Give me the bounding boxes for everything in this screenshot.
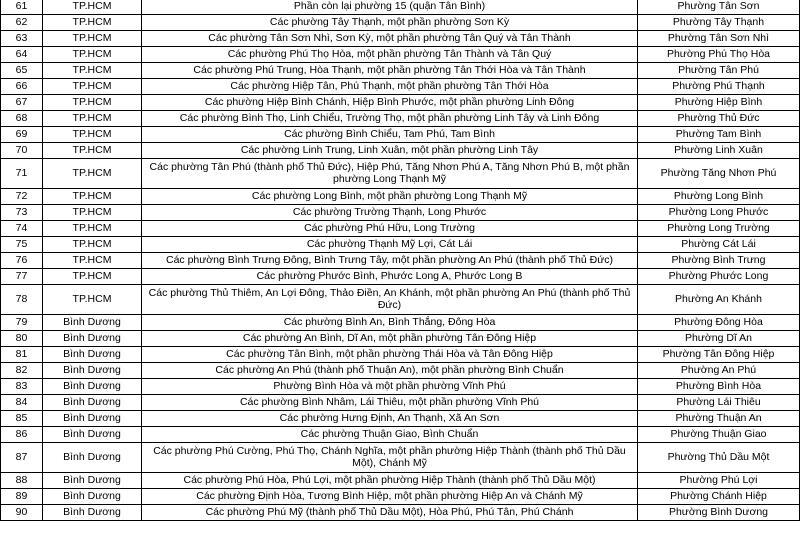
row-number: 78 [1,285,43,315]
table-row [1,237,800,253]
merge-description-cell: Các phường An Bình, Dĩ An, một phần phường Tân Đông Hiệp [142,331,638,347]
province-cell: Bình Dương [43,489,142,505]
row-number: 81 [1,347,43,363]
new-ward-cell: Phường An Phú [638,363,800,379]
new-ward-cell: Phường Bình Trưng [638,253,800,269]
new-ward-cell: Phường Bình Hòa [638,379,800,395]
merge-description-cell: Các phường Bình Thọ, Linh Chiểu, Trường Thọ, một phần phường Linh Tây và Linh Đông [142,111,638,127]
merge-description-cell: Các phường Thạnh Mỹ Lợi, Cát Lái [142,237,638,253]
merge-description-cell: Các phường Thuận Giao, Bình Chuẩn [142,427,638,443]
table-row [1,443,800,473]
merge-description-cell: Các phường Linh Trung, Linh Xuân, một phần phường Linh Tây [142,143,638,159]
table-row [1,95,800,111]
merge-description-cell: Các phường Phú Hòa, Phú Lợi, một phần phường Hiệp Thành (thành phố Thủ Dầu Một) [142,473,638,489]
row-number: 88 [1,473,43,489]
merge-description-cell: Các phường Phú Hữu, Long Trường [142,221,638,237]
province-cell: TP.HCM [43,111,142,127]
table-row [1,111,800,127]
merge-description-cell: Các phường Tân Phú (thành phố Thủ Đức), Hiệp Phú, Tăng Nhơn Phú A, Tăng Nhơn Phú B, một phần phường Long Thạnh Mỹ [142,159,638,189]
new-ward-cell: Phường Cát Lái [638,237,800,253]
merge-description-cell: Các phường Bình Trưng Đông, Bình Trưng Tây, một phần phường An Phú (thành phố Thủ Đức) [142,253,638,269]
province-cell: Bình Dương [43,379,142,395]
new-ward-cell: Phường Phú Thạnh [638,79,800,95]
new-ward-cell: Phường Long Bình [638,189,800,205]
merge-description-cell: Các phường Hiệp Bình Chánh, Hiệp Bình Phước, một phần phường Linh Đông [142,95,638,111]
province-cell: Bình Dương [43,505,142,521]
new-ward-cell: Phường Long Trường [638,221,800,237]
merge-description-cell: Các phường Trường Thạnh, Long Phước [142,205,638,221]
province-cell: TP.HCM [43,205,142,221]
table-row [1,159,800,189]
new-ward-cell: Phường Thủ Đức [638,111,800,127]
row-number: 66 [1,79,43,95]
province-cell: TP.HCM [43,79,142,95]
new-ward-cell: Phường Tân Đông Hiệp [638,347,800,363]
table-row [1,473,800,489]
row-number: 74 [1,221,43,237]
table-row [1,411,800,427]
table-row [1,347,800,363]
merge-description-cell: Các phường Long Bình, một phần phường Long Thạnh Mỹ [142,189,638,205]
ward-merger-table-body [1,0,800,521]
merge-description-cell: Các phường Phú Mỹ (thành phố Thủ Dầu Một), Hòa Phú, Phú Tân, Phú Chánh [142,505,638,521]
merge-description-cell: Các phường Thủ Thiêm, An Lợi Đông, Thảo Điền, An Khánh, một phần phường An Phú (thành phố Thủ Đức) [142,285,638,315]
province-cell: Bình Dương [43,443,142,473]
table-row [1,47,800,63]
province-cell: Bình Dương [43,363,142,379]
province-cell: TP.HCM [43,253,142,269]
province-cell: Bình Dương [43,347,142,363]
row-number: 70 [1,143,43,159]
province-cell: Bình Dương [43,427,142,443]
new-ward-cell: Phường Phú Lợi [638,473,800,489]
table-row [1,395,800,411]
table-row [1,315,800,331]
row-number: 64 [1,47,43,63]
merge-description-cell: Các phường Phú Thọ Hòa, một phần phường Tân Thành và Tân Quý [142,47,638,63]
province-cell: TP.HCM [43,0,142,15]
new-ward-cell: Phường Đông Hòa [638,315,800,331]
province-cell: TP.HCM [43,143,142,159]
new-ward-cell: Phường Dĩ An [638,331,800,347]
province-cell: TP.HCM [43,189,142,205]
row-number: 85 [1,411,43,427]
merge-description-cell: Các phường Tây Thạnh, một phần phường Sơn Kỳ [142,15,638,31]
row-number: 82 [1,363,43,379]
merge-description-cell: Phường Bình Hòa và một phần phường Vĩnh Phú [142,379,638,395]
row-number: 80 [1,331,43,347]
merge-description-cell: Các phường Tân Sơn Nhì, Sơn Kỳ, một phần phường Tân Quý và Tân Thành [142,31,638,47]
new-ward-cell: Phường Tân Sơn [638,0,800,15]
row-number: 62 [1,15,43,31]
new-ward-cell: Phường An Khánh [638,285,800,315]
row-number: 75 [1,237,43,253]
row-number: 79 [1,315,43,331]
merge-description-cell: Các phường Bình Chiểu, Tam Phú, Tam Bình [142,127,638,143]
new-ward-cell: Phường Tăng Nhơn Phú [638,159,800,189]
new-ward-cell: Phường Tam Bình [638,127,800,143]
row-number: 69 [1,127,43,143]
row-number: 73 [1,205,43,221]
new-ward-cell: Phường Lái Thiêu [638,395,800,411]
row-number: 77 [1,269,43,285]
province-cell: Bình Dương [43,315,142,331]
new-ward-cell: Phường Phú Thọ Hòa [638,47,800,63]
row-number: 86 [1,427,43,443]
province-cell: Bình Dương [43,395,142,411]
province-cell: TP.HCM [43,31,142,47]
table-row [1,127,800,143]
new-ward-cell: Phường Long Phước [638,205,800,221]
new-ward-cell: Phường Hiệp Bình [638,95,800,111]
row-number: 76 [1,253,43,269]
merge-description-cell: Các phường Phước Bình, Phước Long A, Phước Long B [142,269,638,285]
new-ward-cell: Phường Thuận An [638,411,800,427]
table-row [1,269,800,285]
merge-description-cell: Các phường Phú Cường, Phú Thọ, Chánh Nghĩa, một phần phường Hiệp Thành (thành phố Thủ Dầu Một), Chánh Mỹ [142,443,638,473]
table-row [1,15,800,31]
row-number: 72 [1,189,43,205]
table-row [1,379,800,395]
table-row [1,253,800,269]
merge-description-cell: Phần còn lại phường 15 (quận Tân Bình) [142,0,638,15]
merge-description-cell: Các phường Định Hòa, Tương Bình Hiệp, một phần phường Hiệp An và Chánh Mỹ [142,489,638,505]
table-row [1,505,800,521]
merge-description-cell: Các phường Bình An, Bình Thắng, Đông Hòa [142,315,638,331]
row-number: 68 [1,111,43,127]
province-cell: TP.HCM [43,285,142,315]
row-number: 67 [1,95,43,111]
table-row [1,189,800,205]
province-cell: Bình Dương [43,411,142,427]
table-row [1,331,800,347]
merge-description-cell: Các phường Hưng Định, An Thạnh, Xã An Sơn [142,411,638,427]
province-cell: TP.HCM [43,63,142,79]
row-number: 71 [1,159,43,189]
table-row [1,143,800,159]
table-row [1,31,800,47]
table-row [1,427,800,443]
new-ward-cell: Phường Thủ Dầu Một [638,443,800,473]
table-row [1,79,800,95]
new-ward-cell: Phường Phước Long [638,269,800,285]
table-row [1,363,800,379]
new-ward-cell: Phường Chánh Hiệp [638,489,800,505]
row-number: 87 [1,443,43,473]
province-cell: TP.HCM [43,127,142,143]
province-cell: Bình Dương [43,473,142,489]
new-ward-cell: Phường Tân Phú [638,63,800,79]
merge-description-cell: Các phường An Phú (thành phố Thuận An), một phần phường Bình Chuẩn [142,363,638,379]
province-cell: TP.HCM [43,159,142,189]
row-number: 84 [1,395,43,411]
province-cell: TP.HCM [43,95,142,111]
row-number: 89 [1,489,43,505]
table-row [1,0,800,15]
new-ward-cell: Phường Bình Dương [638,505,800,521]
table-row [1,489,800,505]
new-ward-cell: Phường Linh Xuân [638,143,800,159]
row-number: 83 [1,379,43,395]
province-cell: Bình Dương [43,331,142,347]
row-number: 65 [1,63,43,79]
merge-description-cell: Các phường Hiệp Tân, Phú Thạnh, một phần phường Tân Thới Hòa [142,79,638,95]
province-cell: TP.HCM [43,15,142,31]
table-row [1,285,800,315]
table-row [1,63,800,79]
row-number: 61 [1,0,43,15]
new-ward-cell: Phường Tân Sơn Nhì [638,31,800,47]
province-cell: TP.HCM [43,47,142,63]
new-ward-cell: Phường Tây Thạnh [638,15,800,31]
row-number: 63 [1,31,43,47]
row-number: 90 [1,505,43,521]
table-row [1,221,800,237]
merge-description-cell: Các phường Bình Nhâm, Lái Thiêu, một phần phường Vĩnh Phú [142,395,638,411]
province-cell: TP.HCM [43,269,142,285]
province-cell: TP.HCM [43,237,142,253]
province-cell: TP.HCM [43,221,142,237]
new-ward-cell: Phường Thuận Giao [638,427,800,443]
merge-description-cell: Các phường Phú Trung, Hòa Thạnh, một phần phường Tân Thới Hòa và Tân Thành [142,63,638,79]
table-row [1,205,800,221]
merge-description-cell: Các phường Tân Bình, một phần phường Thái Hòa và Tân Đông Hiệp [142,347,638,363]
